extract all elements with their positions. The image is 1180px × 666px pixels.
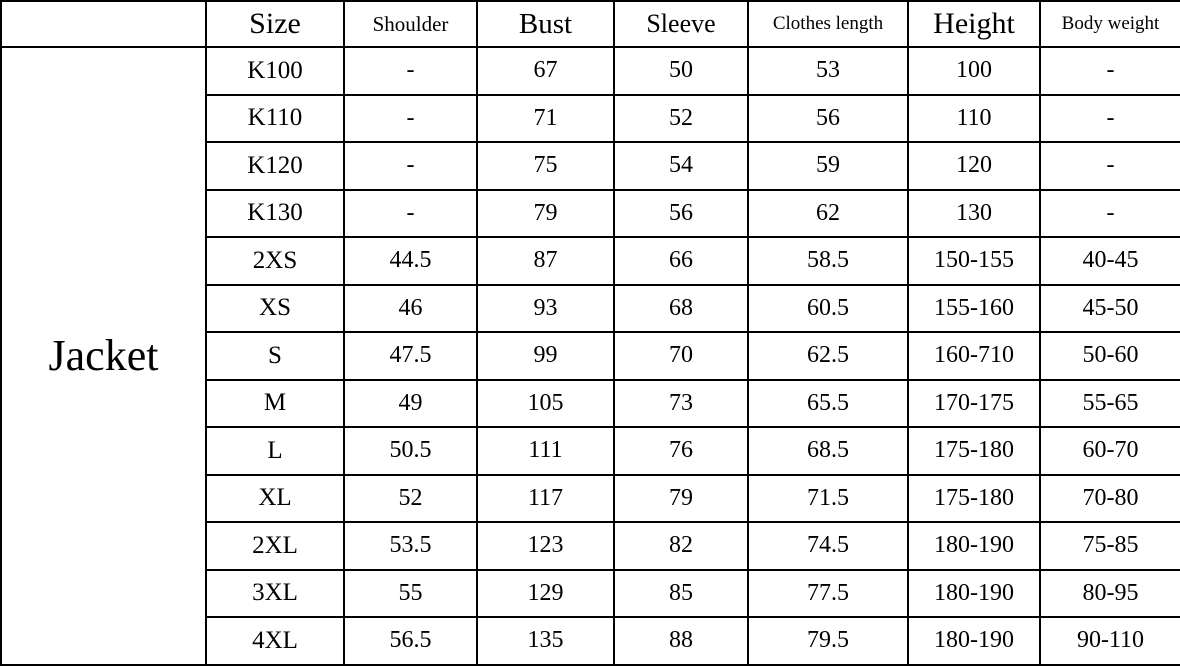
cell-sleeve: 50 <box>614 47 748 95</box>
cell-body-weight: - <box>1040 190 1180 238</box>
cell-clothes-length: 62.5 <box>748 332 908 380</box>
cell-body-weight: 60-70 <box>1040 427 1180 475</box>
cell-body-weight: 55-65 <box>1040 380 1180 428</box>
cell-clothes-length: 53 <box>748 47 908 95</box>
cell-sleeve: 52 <box>614 95 748 143</box>
cell-height: 150-155 <box>908 237 1040 285</box>
cell-body-weight: 40-45 <box>1040 237 1180 285</box>
cell-shoulder: 53.5 <box>344 522 477 570</box>
cell-bust: 99 <box>477 332 614 380</box>
cell-height: 120 <box>908 142 1040 190</box>
cell-height: 155-160 <box>908 285 1040 333</box>
cell-bust: 117 <box>477 475 614 523</box>
cell-size: 3XL <box>206 570 344 618</box>
cell-size: K100 <box>206 47 344 95</box>
cell-shoulder: 55 <box>344 570 477 618</box>
cell-bust: 135 <box>477 617 614 665</box>
cell-bust: 71 <box>477 95 614 143</box>
cell-bust: 93 <box>477 285 614 333</box>
cell-height: 170-175 <box>908 380 1040 428</box>
cell-sleeve: 68 <box>614 285 748 333</box>
column-header-height: Height <box>908 1 1040 47</box>
cell-sleeve: 70 <box>614 332 748 380</box>
cell-height: 110 <box>908 95 1040 143</box>
cell-height: 180-190 <box>908 617 1040 665</box>
cell-clothes-length: 79.5 <box>748 617 908 665</box>
column-header-bust: Bust <box>477 1 614 47</box>
column-header-clothes-length: Clothes length <box>748 1 908 47</box>
cell-body-weight: 50-60 <box>1040 332 1180 380</box>
cell-size: K130 <box>206 190 344 238</box>
cell-height: 180-190 <box>908 522 1040 570</box>
cell-sleeve: 56 <box>614 190 748 238</box>
cell-clothes-length: 68.5 <box>748 427 908 475</box>
cell-height: 100 <box>908 47 1040 95</box>
cell-size: L <box>206 427 344 475</box>
cell-size: S <box>206 332 344 380</box>
cell-bust: 87 <box>477 237 614 285</box>
cell-shoulder: - <box>344 95 477 143</box>
cell-bust: 123 <box>477 522 614 570</box>
cell-bust: 129 <box>477 570 614 618</box>
cell-shoulder: 49 <box>344 380 477 428</box>
cell-height: 160-710 <box>908 332 1040 380</box>
cell-shoulder: - <box>344 190 477 238</box>
table-header-row <box>1 1 1180 47</box>
cell-size: 2XL <box>206 522 344 570</box>
cell-body-weight: 45-50 <box>1040 285 1180 333</box>
category-label-jacket: Jacket <box>1 47 206 665</box>
cell-shoulder: 47.5 <box>344 332 477 380</box>
cell-clothes-length: 74.5 <box>748 522 908 570</box>
cell-sleeve: 88 <box>614 617 748 665</box>
cell-sleeve: 76 <box>614 427 748 475</box>
cell-bust: 105 <box>477 380 614 428</box>
cell-shoulder: 52 <box>344 475 477 523</box>
cell-sleeve: 54 <box>614 142 748 190</box>
cell-height: 175-180 <box>908 475 1040 523</box>
cell-size: XL <box>206 475 344 523</box>
cell-body-weight: 90-110 <box>1040 617 1180 665</box>
cell-clothes-length: 56 <box>748 95 908 143</box>
cell-size: 2XS <box>206 237 344 285</box>
cell-height: 175-180 <box>908 427 1040 475</box>
cell-shoulder: 50.5 <box>344 427 477 475</box>
cell-clothes-length: 62 <box>748 190 908 238</box>
cell-size: K110 <box>206 95 344 143</box>
column-header-shoulder: Shoulder <box>344 1 477 47</box>
cell-sleeve: 66 <box>614 237 748 285</box>
cell-body-weight: 70-80 <box>1040 475 1180 523</box>
cell-clothes-length: 71.5 <box>748 475 908 523</box>
cell-body-weight: - <box>1040 95 1180 143</box>
column-header-body-weight: Body weight <box>1040 1 1180 47</box>
cell-size: K120 <box>206 142 344 190</box>
cell-size: XS <box>206 285 344 333</box>
cell-sleeve: 73 <box>614 380 748 428</box>
cell-body-weight: 80-95 <box>1040 570 1180 618</box>
cell-clothes-length: 58.5 <box>748 237 908 285</box>
cell-shoulder: 44.5 <box>344 237 477 285</box>
cell-sleeve: 79 <box>614 475 748 523</box>
cell-clothes-length: 59 <box>748 142 908 190</box>
column-header-size: Size <box>206 1 344 47</box>
cell-body-weight: - <box>1040 142 1180 190</box>
cell-body-weight: 75-85 <box>1040 522 1180 570</box>
cell-shoulder: 56.5 <box>344 617 477 665</box>
cell-clothes-length: 65.5 <box>748 380 908 428</box>
column-header-sleeve: Sleeve <box>614 1 748 47</box>
table-row <box>1 47 1180 95</box>
cell-bust: 79 <box>477 190 614 238</box>
cell-shoulder: - <box>344 142 477 190</box>
cell-sleeve: 85 <box>614 570 748 618</box>
cell-bust: 67 <box>477 47 614 95</box>
cell-bust: 111 <box>477 427 614 475</box>
table-header <box>1 1 1180 47</box>
cell-bust: 75 <box>477 142 614 190</box>
cell-clothes-length: 77.5 <box>748 570 908 618</box>
cell-body-weight: - <box>1040 47 1180 95</box>
cell-height: 130 <box>908 190 1040 238</box>
cell-shoulder: - <box>344 47 477 95</box>
cell-sleeve: 82 <box>614 522 748 570</box>
header-corner-blank <box>1 1 206 47</box>
cell-size: 4XL <box>206 617 344 665</box>
cell-shoulder: 46 <box>344 285 477 333</box>
cell-clothes-length: 60.5 <box>748 285 908 333</box>
cell-height: 180-190 <box>908 570 1040 618</box>
table-body <box>1 47 1180 665</box>
cell-size: M <box>206 380 344 428</box>
